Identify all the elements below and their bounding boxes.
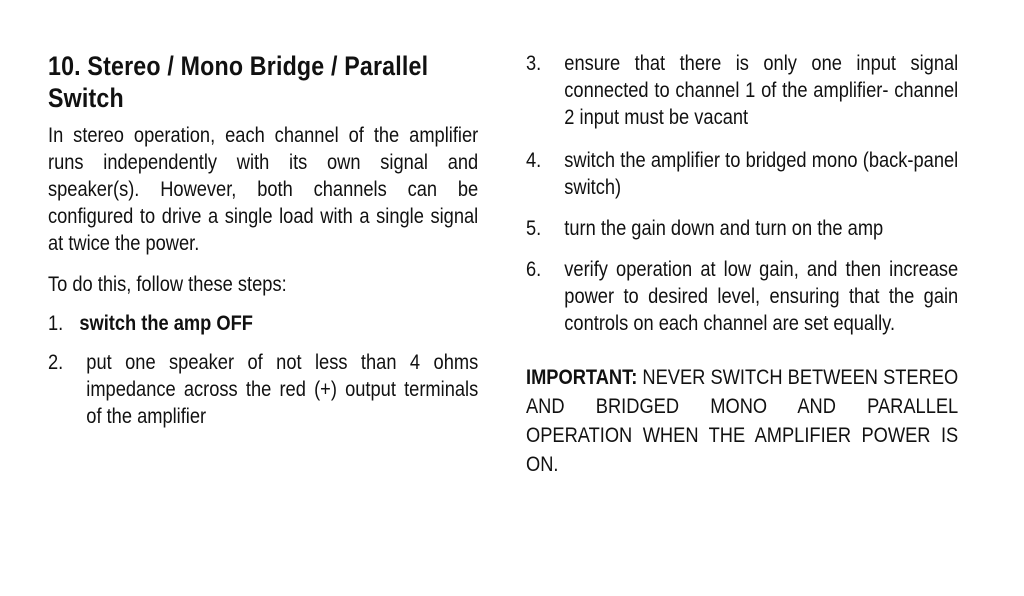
step-text: put one speaker of not less than 4 ohms impedance across the red (+) output terminals of the amplifier	[86, 351, 479, 428]
step-3	[526, 50, 958, 131]
step-6	[526, 256, 958, 337]
left-column	[48, 50, 478, 430]
step-text: switch the amplifier to bridged mono (back-panel switch)	[564, 149, 959, 199]
step-2	[48, 349, 478, 430]
step-number: 2.	[48, 351, 64, 374]
step-number: 4.	[526, 149, 542, 172]
section-title-line2: Switch	[48, 83, 124, 113]
step-5	[526, 215, 958, 242]
step-number: 3.	[526, 52, 542, 75]
step-text: turn the gain down and turn on the amp	[564, 217, 884, 240]
step-4	[526, 147, 958, 201]
important-notice	[526, 363, 958, 479]
step-text: ensure that there is only one input signal connected to channel 1 of the amplifier- channel 2 input must be vacant	[564, 52, 959, 129]
intro-paragraph: In stereo operation, each channel of the amplifier runs independently with its own signal and speaker(s). However, both channels can be configured to drive a single load with a single signal at twice the power.	[48, 124, 479, 255]
important-text: NEVER SWITCH BETWEEN STEREO AND BRIDGED MONO AND PARALLEL OPERATION WHEN THE AMPLIFIER POWER IS ON.	[526, 366, 959, 476]
section-title	[48, 50, 477, 114]
right-column	[526, 50, 958, 479]
step-1	[48, 310, 478, 337]
important-label: IMPORTANT:	[526, 366, 638, 389]
section-title-line1: 10. Stereo / Mono Bridge / Parallel	[48, 51, 429, 81]
step-text: switch the amp OFF	[79, 312, 253, 335]
step-text: verify operation at low gain, and then increase power to desired level, ensuring that the gain controls on each channel are set equally.	[564, 258, 959, 335]
step-number: 6.	[526, 258, 542, 281]
step-number: 1.	[48, 312, 64, 335]
steps-lead: To do this, follow these steps:	[48, 273, 287, 296]
step-number: 5.	[526, 217, 542, 240]
